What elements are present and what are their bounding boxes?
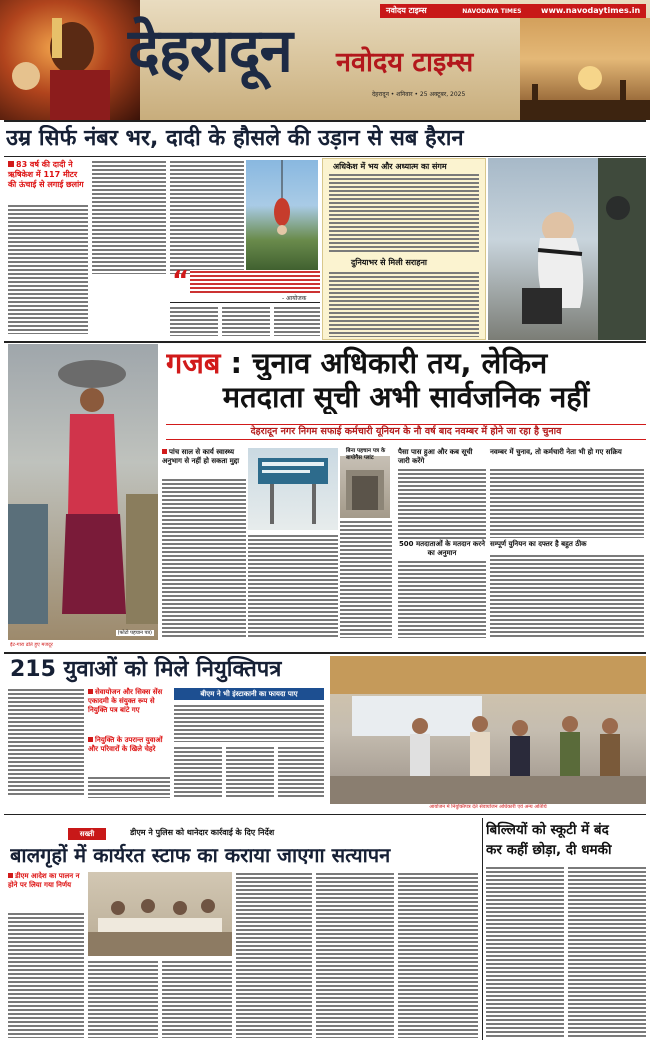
masthead-photo	[0, 0, 140, 120]
square-bullet-icon	[8, 161, 14, 167]
youth-bottom-rule	[4, 814, 646, 815]
bottom-right-col-2-text	[568, 866, 646, 1038]
youth-kicker-1: सेवायोजन और सिक्स सेंस एकादमी के संयुक्त रूप से नियुक्ति पत्र बांटे गए	[88, 688, 163, 714]
feature-col-kicker: पांच साल से कार्य स्वास्थ्य अनुभाग से नहीं हो सकता मुद्दा	[162, 448, 240, 465]
meeting-table-icon	[88, 872, 232, 956]
lead-quote-text	[190, 270, 320, 294]
lead-kicker: 83 वर्ष की दादी ने ऋषिकेश में 117 मीटर की ऊंचाई से लगाई छलांग	[8, 160, 84, 189]
lead-bottom-rule	[4, 341, 646, 343]
lead-col-3-text	[170, 160, 244, 274]
youth-kicker-2: नियुक्ति के उपरान्त युवाओं और परिवारों के खिले चेहरे	[88, 736, 163, 753]
lead-col-4-text	[170, 306, 218, 336]
masthead-sunset-photo	[520, 18, 650, 120]
appointment-ceremony-photo	[330, 656, 646, 804]
youth-headline: 215 युवाओं को मिले नियुक्तिपत्र	[10, 657, 282, 682]
labourer-photo-bottom-caption: ईंट-गारा ढोते हुए मजदूर	[10, 642, 53, 648]
ghat-silhouette-icon	[520, 18, 650, 120]
masthead	[0, 0, 650, 120]
grandmother-photo	[488, 158, 646, 340]
labourer-photo	[8, 344, 158, 640]
feature-col-7-text	[490, 554, 644, 638]
info-box-text-1	[329, 173, 479, 253]
city-title: देहरादून	[128, 16, 292, 86]
gate-icon	[340, 456, 390, 518]
bottom-col-4-text	[236, 872, 312, 1038]
square-bullet-icon	[88, 689, 93, 694]
square-bullet-icon	[162, 449, 167, 454]
signboard-icon	[248, 448, 338, 530]
bottom-right-headline-2: कर कहीं छोड़ा, दी धमकी	[486, 842, 612, 858]
feature-headline-line2: मतदाता सूची अभी सार्वजनिक नहीं	[222, 380, 590, 414]
ceremony-group-icon	[330, 656, 646, 804]
bottom-left-headline: बालगृहों में कार्यरत स्टाफ का कराया जाएगा सत्यापन	[10, 843, 391, 867]
lead-col-6-text	[274, 306, 320, 336]
lead-col-2-text	[92, 160, 166, 274]
mid-heading-2: 500 मतदाताओं के मतदान करने का अनुमान	[398, 540, 486, 557]
bungee-jumper-icon	[246, 160, 318, 274]
bungee-photo	[246, 160, 318, 274]
feature-col-1-text	[162, 478, 246, 638]
bottom-right-headline-1: बिल्लियों को स्कूटी में बंद	[486, 822, 609, 838]
feature-headline-line1	[166, 346, 646, 380]
info-box-subtitle: दुनियाभर से मिली सराहना	[351, 258, 427, 267]
ceremony-caption: आयोजन में नियुक्तिपत्र देते सेवायोजन अधिकारी एवं अन्य अतिथि	[429, 804, 547, 810]
bottom-col-2-text	[88, 960, 158, 1038]
quote-mark-icon: “	[172, 266, 190, 296]
feature-col-6-text	[490, 468, 644, 538]
mid-heading: पैसा पास हुआ और कब सूची जारी करेंगे	[398, 448, 473, 465]
quote-attribution: - आयोजक	[282, 295, 307, 302]
lead-info-box	[322, 158, 486, 340]
tag-heading: डीएम ने पुलिस को थानेदार कार्रवाई के दिए निर्देश	[130, 828, 275, 837]
info-box-title: अधिकेश में भय और अध्यात्म का संगम	[333, 162, 447, 171]
right-heading-2: सम्पूर्ण युनियन का दफ्तर है बहुत ठीक	[490, 540, 587, 548]
right-heading: नवम्बर में चुनाव, तो कर्मचारी नेता भी हो गए सक्रिय	[490, 448, 622, 456]
bottom-col-5-text	[316, 872, 394, 1038]
feature-bottom-rule	[4, 652, 646, 654]
website-link[interactable]: www.navodaytimes.in	[541, 6, 641, 15]
bottom-left-kicker: डीएम आदेश का पालन न होने पर लिया गया निर्णय	[8, 872, 80, 889]
youth-col-1-text	[8, 688, 84, 796]
lead-col-5-text	[222, 306, 270, 336]
biogas-board-photo	[248, 448, 338, 530]
elderly-woman-harness-icon	[488, 158, 646, 340]
square-bullet-icon	[8, 873, 13, 878]
youth-col-3-text	[174, 704, 324, 742]
section-tag: सख्ती	[68, 828, 106, 840]
youth-col-2-text	[88, 776, 170, 798]
masthead-top-bar	[380, 4, 646, 18]
masthead-rule	[4, 120, 646, 122]
info-box-text-2	[329, 271, 479, 337]
feature-col-2-text	[248, 534, 338, 638]
labourer-photo-caption: (फोटो पहचान पत्र)	[117, 630, 152, 636]
bottom-right-col-1-text	[486, 866, 564, 1038]
headline-rest: : चुनाव अधिकारी तय, लेकिन	[230, 346, 548, 380]
feature-subhead: देहरादून नगर निगम सफाई कर्मचारी यूनियन के नौ वर्ष बाद नवम्बर में होने जा रहा है चुनाव	[166, 424, 646, 440]
bottom-col-1-text	[8, 912, 84, 1038]
headline-highlight: गजब	[166, 346, 221, 380]
feature-col-4-text	[398, 468, 486, 540]
bottom-col-6-text	[398, 872, 478, 1038]
youth-col-4-text	[174, 746, 222, 798]
youth-col-6-text	[278, 746, 324, 798]
bottom-column-divider	[482, 818, 483, 1040]
brand-label: नवोदय टाइम्स	[386, 6, 427, 15]
feature-col-3-text	[340, 520, 392, 638]
feature-side-kicker-1: बिना पहचान पत्र के बायोगैस प्लांट	[346, 448, 386, 461]
lead-headline: उम्र सिर्फ नंबर भर, दादी के हौसले की उड़ान से सब हैरान	[6, 126, 464, 151]
gate-photo	[340, 456, 390, 518]
woman-carrying-basket-icon	[8, 344, 158, 640]
youth-bar-heading: बीएम ने भी इंस्टाकानी का फायदा पाए	[174, 688, 324, 700]
devotee-silhouette-icon	[0, 0, 140, 120]
dateline: देहरादून • शनिवार • 25 अक्टूबर, 2025	[372, 91, 466, 98]
brand-label-en: NAVODAYA TIMES	[462, 8, 522, 15]
meeting-photo	[88, 872, 232, 956]
quote-rule	[170, 302, 320, 303]
lead-headline-rule	[4, 156, 646, 157]
lead-col-1-text	[8, 204, 88, 334]
feature-col-5-text	[398, 560, 486, 638]
paper-title: नवोदय टाइम्स	[336, 47, 474, 78]
bottom-col-3-text	[162, 960, 232, 1038]
youth-col-5-text	[226, 746, 274, 798]
square-bullet-icon	[88, 737, 93, 742]
